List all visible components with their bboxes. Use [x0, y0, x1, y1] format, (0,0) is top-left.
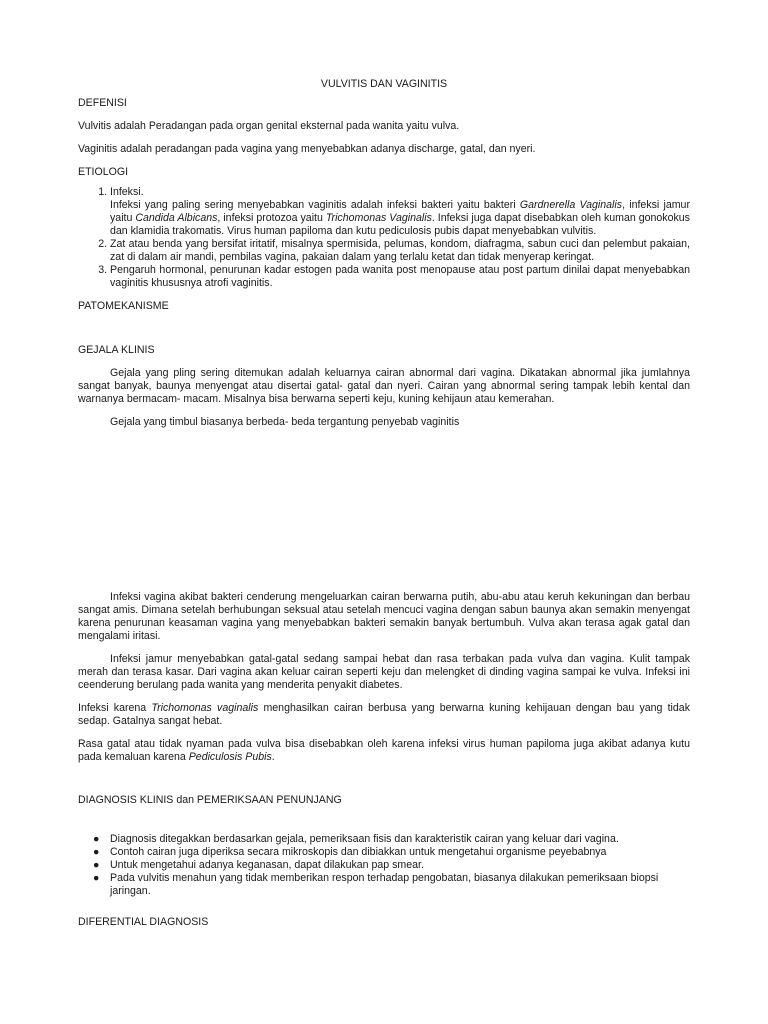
- bullet-icon: ●: [93, 833, 100, 845]
- paragraph-gejala-1: Gejala yang pling sering ditemukan adalah keluarnya cairan abnormal dari vagina. Dikatakan abnormal jika jumlahnya sangat banyak, baunya menyengat atau disertai gatal- gatal dan nyeri. Cairan yang abnormal sering tampak lebih kental dan warnanya bermacam- macam. Misalnya bisa berwarna seperti keju, kuning kehijaun atau kemerahan.: [78, 367, 690, 405]
- section-diferential: [78, 916, 690, 929]
- diagnosis-item-text: Contoh cairan juga diperiksa secara mikroskopis dan dibiakkan untuk mengetahui organisme peyebabnya: [110, 846, 607, 858]
- text-segment-italic: Candida Albicans: [135, 212, 218, 224]
- document-title: VULVITIS DAN VAGINITIS: [320, 78, 448, 90]
- diagnosis-item: [93, 833, 690, 846]
- text-segment: , infeksi protozoa yaitu: [217, 212, 326, 224]
- heading-patomekanisme: PATOMEKANISME: [78, 300, 169, 312]
- diagnosis-item: [93, 846, 690, 859]
- text-segment: .: [271, 751, 275, 763]
- section-defenisi: [78, 97, 690, 156]
- etiologi-item-infeksi-head: Infeksi.: [110, 186, 144, 198]
- bullet-icon: ●: [93, 859, 100, 871]
- etiologi-item-infeksi: [110, 186, 690, 238]
- document-page: [78, 78, 690, 929]
- diagnosis-item-text: Pada vulvitis menahun yang tidak memberikan respon terhadap pengobatan, biasanya dilakukan pemeriksaan biopsi jaringan.: [110, 872, 659, 897]
- section-patomekanisme: [78, 300, 690, 313]
- etiologi-item-iritatif: 2. Zat atau benda yang bersifat iritatif, misalnya spermisida, pelumas, kondom, diafragma, sabun cuci dan pelembut pakaian, zat di dalam air mandi, pembilas vagina, pakaian dalam yang terlalu ketat dan tidak menyerap keringat.: [110, 238, 690, 264]
- heading-gejala-klinis: GEJALA KLINIS: [78, 344, 155, 356]
- etiologi-list: [78, 186, 690, 290]
- paragraph-vaginitis-definition: Vaginitis adalah peradangan pada vagina yang menyebabkan adanya discharge, gatal, dan nyeri.: [78, 143, 536, 155]
- paragraph-gejala-pediculosis: [78, 738, 690, 764]
- bullet-icon: ●: [93, 872, 100, 884]
- text-segment-italic: Gardnerella Vaginalis: [519, 199, 623, 211]
- heading-defenisi: DEFENISI: [78, 97, 127, 109]
- diagnosis-item-text: Diagnosis ditegakkan berdasarkan gejala, pemeriksaan fisis dan karakteristik cairan yang keluar dari vagina.: [110, 833, 619, 845]
- paragraph-gejala-bakteri: Infeksi vagina akibat bakteri cenderung mengeluarkan cairan berwarna putih, abu-abu atau keruh kekuningan dan berbau sangat amis. Dimana setelah berhubungan seksual atau setelah mencuci vagina dengan sabun baunya akan semakin menyengat karena penurunan keasaman vagina yang menyebabkan bakteri semakin banyak bertumbuh. Vulva akan terasa agak gatal dan mengalami iritasi.: [78, 591, 690, 642]
- paragraph-gejala-2: Gejala yang timbul biasanya berbeda- beda tergantung penyebab vaginitis: [110, 416, 460, 428]
- text-segment: Infeksi karena: [78, 702, 152, 714]
- text-segment-italic: Pediculosis Pubis: [188, 751, 272, 763]
- text-segment-italic: Trichomonas vaginalis: [151, 702, 259, 714]
- paragraph-vulvitis-definition: Vulvitis adalah Peradangan pada organ genital eksternal pada wanita yaitu vulva.: [78, 120, 460, 132]
- paragraph-gejala-trichomonas: [78, 702, 690, 728]
- text-segment: . Infeksi juga dapat disebabkan oleh kuman gonokokus dan klamidia trakomatis. Virus human papiloma dan kutu pediculosis pubis dapat menyebabkan vulvitis.: [110, 212, 690, 237]
- diagnosis-item: [93, 872, 690, 898]
- diagnosis-item: [93, 859, 690, 872]
- heading-etiologi: ETIOLOGI: [78, 166, 129, 178]
- bullet-icon: ●: [93, 846, 100, 858]
- heading-diferential: DIFERENTIAL DIAGNOSIS: [78, 916, 209, 928]
- text-segment: Rasa gatal atau tidak nyaman pada vulva bisa disebabkan oleh karena infeksi virus human papiloma juga akibat adanya kutu pada kemaluan karena: [78, 738, 690, 763]
- text-segment: menghasilkan cairan berbusa yang berwarna kuning kehijauan dengan bau yang tidak sedap. Gatalnya sangat hebat.: [78, 702, 690, 727]
- etiologi-item-hormonal: 3. Pengaruh hormonal, penurunan kadar estogen pada wanita post menopause atau post partum dinilai dapat menyebabkan vaginitis khususnya atrofi vaginitis.: [110, 264, 690, 290]
- text-segment: Infeksi yang paling sering menyebabkan vaginitis adalah infeksi bakteri yaitu bakteri: [110, 199, 520, 211]
- diagnosis-item-text: Untuk mengetahui adanya keganasan, dapat dilakukan pap smear.: [110, 859, 424, 871]
- text-segment-italic: Trichomonas Vaginalis: [325, 212, 432, 224]
- section-diagnosis: [78, 794, 690, 898]
- diagnosis-list: [78, 833, 690, 898]
- heading-diagnosis: DIAGNOSIS KLINIS dan PEMERIKSAAN PENUNJANG: [78, 794, 342, 806]
- paragraph-gejala-jamur: Infeksi jamur menyebabkan gatal-gatal sedang sampai hebat dan rasa terbakan pada vulva dan vagina. Kulit tampak merah dan terasa kasar. Dari vagina akan keluar cairan seperti keju dan melengket di dinding vagina sampai ke vulva. Infeksi ini ceenderung berulang pada wanita yang menderita penyakit diabetes.: [78, 653, 690, 691]
- text-segment: , infeksi jamur yaitu: [110, 199, 690, 224]
- section-etiologi: [78, 166, 690, 290]
- section-gejala-klinis: [78, 344, 690, 764]
